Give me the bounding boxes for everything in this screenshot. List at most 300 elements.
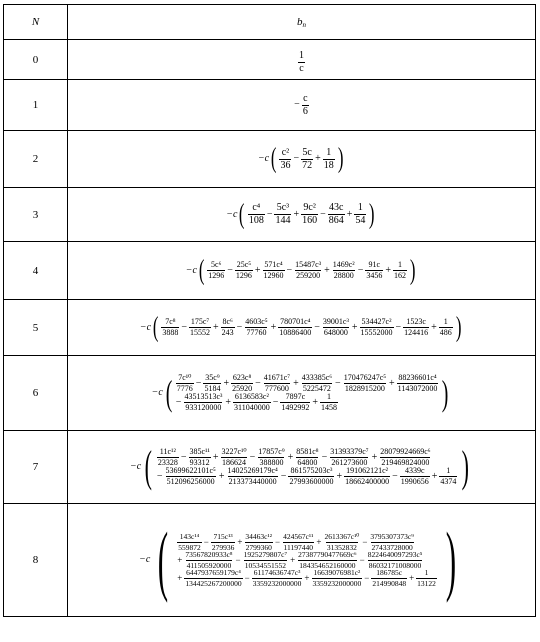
denominator: 3456: [366, 271, 383, 280]
operator: +: [316, 536, 322, 547]
denominator: 12960: [263, 271, 284, 280]
denominator: 10534551552: [244, 560, 286, 570]
operator: −: [175, 396, 182, 408]
denominator: 31352832: [326, 542, 357, 552]
denominator: 388800: [259, 458, 284, 467]
operator: −: [357, 264, 364, 276]
numerator: 88236601c⁴: [398, 373, 437, 382]
numerator: 8c⁶: [222, 317, 233, 326]
left-paren: (: [144, 442, 153, 491]
denominator: 25920: [232, 384, 253, 393]
prefix: −c: [139, 554, 151, 565]
fraction: [301, 148, 313, 171]
operator: +: [304, 572, 310, 583]
operator: −: [280, 470, 287, 482]
formula-cell: [68, 188, 536, 242]
fraction: [207, 261, 225, 280]
operator: −: [335, 377, 341, 389]
operator: −: [156, 470, 163, 482]
denominator: 1990656: [400, 477, 429, 486]
operator: −: [227, 264, 233, 276]
formula-cell: [68, 300, 536, 356]
numerator: 1: [326, 146, 332, 158]
numerator: 14025269179c⁴: [227, 466, 278, 475]
prefix: −c: [226, 208, 238, 220]
numerator: 11c¹²: [159, 447, 176, 456]
numerator: 3227c¹⁰: [221, 447, 247, 456]
right-paren: ): [409, 254, 416, 286]
operator: +: [177, 572, 183, 583]
table-row: [4, 504, 536, 617]
denominator: 11197440: [283, 542, 313, 552]
numerator: 34463c¹²: [245, 532, 272, 541]
denominator: 3888: [162, 328, 179, 337]
table-row: [4, 300, 536, 356]
fraction: [263, 374, 291, 393]
table-row: [4, 431, 536, 504]
denominator: 27993600000: [289, 477, 334, 486]
fraction: [248, 203, 265, 226]
fraction: [344, 467, 390, 486]
operator: −: [392, 470, 398, 482]
row-n-value: 7: [4, 431, 68, 504]
denominator: 36: [280, 159, 291, 171]
table-row: [4, 40, 536, 80]
denominator: 13122: [417, 578, 436, 588]
operator: −: [249, 451, 256, 463]
fraction: [233, 393, 271, 412]
fraction: [379, 448, 431, 467]
denominator: 214990848: [372, 578, 407, 588]
right-paren: ): [369, 198, 375, 230]
left-paren: (: [270, 143, 277, 174]
fraction: [295, 448, 319, 467]
numerator: 5c³: [276, 202, 290, 213]
denominator: 1143072000: [397, 384, 438, 393]
denominator: 5184: [204, 384, 221, 393]
formula-lines: [156, 448, 459, 486]
denominator: 64800: [297, 458, 318, 467]
fraction: [176, 374, 194, 393]
coefficient-table: [3, 4, 536, 617]
fraction: [288, 467, 334, 486]
formula-b3: [226, 198, 376, 230]
operator: −: [359, 554, 365, 565]
formula-line: [156, 448, 433, 467]
operator: −: [235, 554, 241, 565]
right-paren: ): [442, 373, 449, 413]
left-paren: (: [165, 373, 173, 413]
numerator: 25c⁵: [236, 260, 252, 269]
fraction: [312, 569, 363, 587]
numerator: 16639076981c²: [313, 568, 361, 577]
fraction: [416, 569, 437, 587]
numerator: 623c⁸: [232, 373, 252, 382]
numerator: c⁴: [252, 202, 261, 213]
numerator: 8224640097293c⁵: [367, 550, 423, 559]
numerator: 5c: [302, 146, 312, 158]
operator: −: [266, 208, 273, 220]
numerator: 1469c²: [332, 260, 355, 269]
fraction: [294, 261, 322, 280]
denominator: 86032171008000: [368, 560, 422, 570]
fraction: [243, 551, 288, 569]
denominator: 77760: [246, 328, 267, 337]
denominator: 23328: [157, 458, 178, 467]
denominator: 3359232000000: [252, 578, 302, 588]
operator: +: [254, 264, 261, 276]
row-n-value: 0: [4, 40, 68, 80]
fraction: [328, 203, 345, 226]
fraction: [322, 318, 350, 337]
numerator: 170476247c⁵: [343, 373, 387, 382]
operator: +: [223, 377, 230, 389]
formula-cell: [68, 504, 536, 617]
operator: −: [314, 321, 320, 333]
denominator: c: [299, 63, 304, 74]
denominator: 184354652160000: [299, 560, 356, 570]
denominator: 486: [439, 328, 452, 337]
numerator: 6136583c²: [234, 392, 269, 401]
operator: −: [195, 377, 202, 389]
numerator: 433385c⁶: [301, 373, 333, 382]
denominator: 160: [302, 215, 318, 226]
denominator: 93312: [189, 458, 210, 467]
denominator: 7776: [176, 384, 193, 393]
row-n-value: 1: [4, 80, 68, 131]
operator: −: [293, 153, 300, 164]
fraction: [397, 374, 439, 393]
operator: +: [389, 377, 395, 389]
denominator: 261273600: [331, 458, 368, 467]
fraction: [161, 318, 179, 337]
fraction: [184, 551, 233, 569]
numerator: c: [303, 92, 308, 104]
denominator: 6: [302, 105, 308, 117]
fraction: [301, 203, 318, 226]
fraction: [244, 318, 268, 337]
denominator: 27433728000: [371, 542, 413, 552]
denominator: 259200: [296, 271, 321, 280]
fraction: [320, 393, 338, 412]
formula-line: [176, 533, 416, 551]
numerator: 715c¹³: [213, 532, 233, 541]
fraction: [221, 318, 235, 337]
fraction: [332, 261, 356, 280]
header-row: [4, 5, 536, 40]
denominator: 108: [248, 215, 264, 226]
row-n-value: 8: [4, 504, 68, 617]
formula-cell: [68, 131, 536, 188]
denominator: 1458: [321, 403, 338, 412]
operator: −: [364, 572, 370, 583]
denominator: 1296: [235, 271, 252, 280]
fraction: [235, 261, 253, 280]
operator: +: [315, 153, 321, 164]
fraction: [354, 203, 366, 226]
numerator: 4339c: [404, 466, 425, 475]
numerator: 5c⁶: [211, 260, 222, 269]
fraction: [263, 261, 285, 280]
fraction: [157, 448, 179, 467]
prefix: −c: [129, 461, 142, 472]
denominator: 10886400: [279, 328, 312, 337]
fraction: [393, 261, 407, 280]
prefix: −c: [139, 321, 152, 333]
fraction: [244, 533, 273, 551]
denominator: 648000: [323, 328, 348, 337]
numerator: 7897c: [285, 392, 306, 401]
numerator: 3795307373c⁹: [370, 532, 414, 541]
operator: +: [287, 451, 294, 463]
fraction: [164, 467, 216, 486]
denominator: 219469824000: [381, 458, 430, 467]
operator: −: [181, 321, 188, 333]
numerator: 1: [424, 568, 429, 577]
fraction: [282, 533, 314, 551]
operator: +: [270, 321, 277, 333]
formula-cell: [68, 431, 536, 504]
numerator: 7c¹⁰: [178, 373, 192, 382]
operator: +: [213, 321, 219, 333]
operator: −: [272, 396, 279, 408]
fraction: [343, 374, 387, 393]
denominator: 279936: [211, 542, 235, 552]
numerator: 1: [357, 202, 363, 213]
fraction: [439, 467, 457, 486]
fraction: [403, 318, 429, 337]
formula-b4: [185, 254, 418, 286]
formula-line: [175, 393, 339, 412]
fraction: [439, 318, 453, 337]
right-paren: ): [337, 143, 344, 174]
fraction: [257, 448, 285, 467]
fraction: [220, 448, 247, 467]
formula-cell: [68, 242, 536, 300]
operator: −: [275, 536, 281, 547]
formula-b0: [297, 51, 306, 74]
operator: +: [431, 321, 437, 333]
numerator: 780701c⁴: [280, 317, 311, 326]
operator: −: [255, 377, 261, 389]
fraction: [177, 533, 202, 551]
denominator: 124416: [404, 328, 429, 337]
formula-line: [175, 374, 440, 393]
numerator: 8581c⁸: [296, 447, 319, 456]
right-paren: ): [445, 516, 457, 603]
table-row: [4, 80, 536, 131]
numerator: 41671c⁷: [263, 373, 291, 382]
denominator: 777600: [264, 384, 289, 393]
prefix: −c: [185, 264, 197, 276]
denominator: 1828915200: [344, 384, 385, 393]
denominator: 134425267200000: [185, 578, 242, 588]
fraction: [297, 551, 357, 569]
numerator: 61174636747c³: [253, 568, 301, 577]
fraction: [188, 448, 210, 467]
left-paren: (: [158, 516, 169, 603]
numerator: 1: [443, 317, 448, 326]
operator: −: [362, 536, 368, 547]
numerator: 175c⁷: [190, 317, 210, 326]
row-n-value: 3: [4, 188, 68, 242]
fraction: [365, 261, 383, 280]
denominator: 864: [328, 215, 344, 226]
fraction: [189, 318, 211, 337]
operator: +: [431, 470, 438, 482]
denominator: 311040000: [234, 403, 270, 412]
operator: −: [286, 264, 293, 276]
numerator: 424567c¹¹: [283, 532, 314, 541]
denominator: 72: [302, 159, 313, 171]
b-symbol: b: [297, 15, 303, 28]
minus-sign: −: [294, 99, 300, 110]
b-column-header: [68, 5, 536, 40]
operator: +: [290, 554, 296, 565]
operator: −: [395, 321, 402, 333]
numerator: 2613367c¹⁰: [324, 532, 360, 541]
denominator: 5225472: [302, 384, 331, 393]
numerator: 143c¹⁴: [179, 532, 200, 541]
left-paren: (: [152, 311, 159, 343]
formula-line: [156, 467, 459, 486]
operator: +: [225, 396, 232, 408]
formula-cell: [68, 80, 536, 131]
fraction: [329, 448, 369, 467]
numerator: 7c⁸: [165, 317, 176, 326]
numerator: 1523c: [406, 317, 426, 326]
formula-line: [176, 569, 438, 587]
denominator: 243: [221, 328, 234, 337]
denominator: 933120000: [185, 403, 222, 412]
row-n-value: 6: [4, 356, 68, 431]
fraction: [184, 569, 242, 587]
formula-cell: [68, 40, 536, 80]
fraction: [301, 374, 333, 393]
numerator: 1925279807c⁷: [243, 550, 288, 559]
fraction: [371, 569, 407, 587]
fraction: [369, 533, 414, 551]
row-n-value: 2: [4, 131, 68, 188]
numerator: 6447937659179c⁴: [186, 568, 241, 577]
operator: −: [244, 572, 250, 583]
row-n-value: 5: [4, 300, 68, 356]
operator: −: [203, 536, 209, 547]
numerator: 191062121c²: [346, 466, 389, 475]
formula-b5: [139, 311, 463, 343]
left-paren: (: [198, 254, 205, 286]
formula-line: [176, 551, 424, 569]
fraction: [360, 318, 394, 337]
fraction: [280, 393, 310, 412]
numerator: 1: [327, 392, 332, 401]
operator: +: [212, 451, 219, 463]
fraction: [226, 467, 278, 486]
numerator: 53699622101c⁵: [165, 466, 216, 475]
denominator: 18: [323, 159, 334, 171]
denominator: 15552000: [360, 328, 393, 337]
denominator: 3359232000000: [312, 578, 362, 588]
denominator: 1492992: [281, 403, 310, 412]
numerator: 39001c³: [322, 317, 349, 326]
numerator: 1: [446, 466, 451, 475]
operator: +: [371, 451, 378, 463]
denominator: 559872: [178, 542, 201, 552]
formula-lines: [176, 533, 438, 587]
operator: −: [180, 451, 187, 463]
numerator: 861575203c³: [290, 466, 333, 475]
operator: −: [320, 208, 326, 220]
numerator: c²: [281, 146, 290, 158]
operator: +: [293, 208, 300, 220]
numerator: 571c⁴: [264, 260, 283, 269]
b-subscript: n: [302, 20, 306, 29]
operator: +: [237, 536, 243, 547]
fraction: [231, 374, 253, 393]
denominator: 18662400000: [345, 477, 390, 486]
numerator: 27387790477669c⁶: [298, 550, 357, 559]
left-paren: (: [239, 198, 245, 230]
numerator: 534427c²: [361, 317, 392, 326]
formula-cell: [68, 356, 536, 431]
numerator: 1: [397, 260, 402, 269]
prefix: −c: [257, 153, 270, 164]
table-row: [4, 356, 536, 431]
table-row: [4, 242, 536, 300]
formula-b8: [139, 516, 464, 603]
formula-b7: [129, 442, 473, 491]
fraction: [323, 533, 360, 551]
numerator: 385c¹¹: [189, 447, 210, 456]
fraction: [252, 569, 303, 587]
operator: +: [312, 396, 319, 408]
operator: +: [336, 470, 343, 482]
right-paren: ): [455, 311, 462, 343]
operator: +: [177, 554, 183, 565]
fraction: [203, 374, 221, 393]
row-n-value: 4: [4, 242, 68, 300]
numerator: 31393379c⁷: [330, 447, 369, 456]
operator: +: [324, 264, 330, 276]
formula-b2: [258, 145, 345, 173]
operator: −: [321, 451, 328, 463]
operator: +: [409, 572, 415, 583]
operator: +: [351, 321, 358, 333]
fraction: [367, 551, 424, 569]
numerator: 35c⁹: [205, 373, 220, 382]
denominator: 4374: [440, 477, 457, 486]
denominator: 162: [393, 271, 406, 280]
fraction: [302, 94, 309, 117]
denominator: 512096256000: [166, 477, 215, 486]
numerator: 15487c³: [295, 260, 322, 269]
fraction: [279, 148, 291, 171]
formula-b6: [152, 374, 452, 412]
operator: +: [385, 264, 391, 276]
numerator: 43513513c³: [184, 392, 223, 401]
denominator: 186624: [222, 458, 247, 467]
denominator: 144: [275, 215, 291, 226]
fraction: [400, 467, 430, 486]
operator: +: [293, 377, 299, 389]
numerator: 28079924669c⁶: [380, 447, 431, 456]
numerator: 186785c: [376, 568, 403, 577]
numerator: 73567820933c⁸: [185, 550, 233, 559]
numerator: 91c: [368, 260, 381, 269]
denominator: 411505920000: [186, 560, 232, 570]
operator: −: [236, 321, 243, 333]
denominator: 15552: [190, 328, 211, 337]
